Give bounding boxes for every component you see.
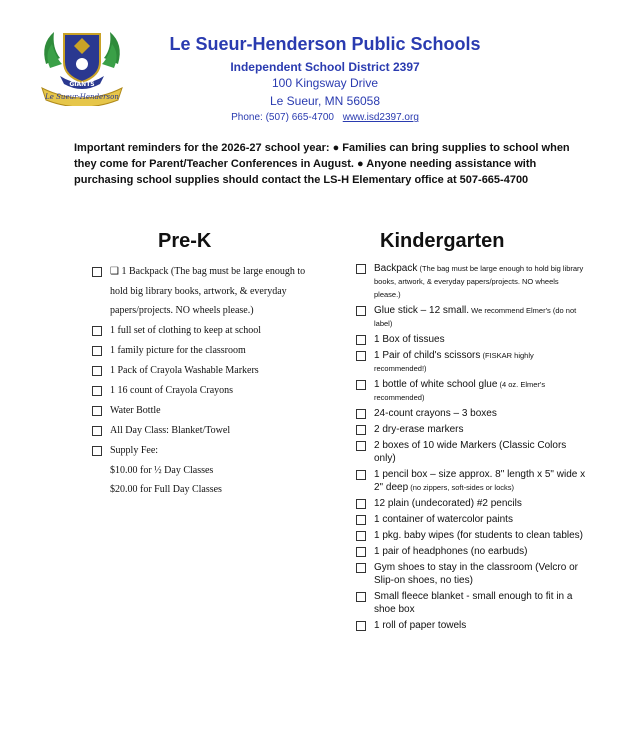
list-item [356, 497, 586, 510]
checkbox[interactable] [356, 409, 366, 419]
checkbox[interactable] [356, 621, 366, 631]
fee-half-day: $10.00 for ½ Day Classes [110, 464, 214, 476]
address-line1: 100 Kingsway Drive [271, 76, 379, 90]
checkbox[interactable] [92, 446, 102, 456]
list-item [356, 439, 586, 465]
website-link[interactable]: www.isd2397.org [342, 112, 419, 123]
item-note: We recommend Elmer's (do not label) [374, 306, 577, 328]
item-text: 1 full set of clothing to keep at school [110, 325, 262, 336]
address-line2: Le Sueur, MN 56058 [269, 94, 381, 108]
item-text: 24-count crayons – 3 boxes [374, 408, 497, 419]
item-text: 1 pkg. baby wipes (for students to clean tables) [374, 530, 584, 541]
item-text: Water Bottle [110, 405, 161, 416]
fee-full-day: $20.00 for Full Day Classes [110, 484, 222, 495]
list-item [92, 441, 314, 500]
item-text: All Day Class: Blanket/Towel [110, 425, 231, 436]
checkbox[interactable] [356, 547, 366, 557]
contact-line [110, 112, 540, 123]
item-text: 1 Pair of child's scissors [374, 350, 481, 361]
list-item [356, 545, 586, 558]
list-item [356, 619, 586, 632]
list-item [92, 341, 314, 361]
item-note: (The bag must be large enough to hold big library books, artwork, & everyday papers/projects. NO wheels please.) [374, 264, 584, 299]
checkbox[interactable] [92, 426, 102, 436]
item-note: (FISKAR highly recommended!) [374, 351, 534, 373]
reminder-notice: Important reminders for the 2026-27 school year: ● Families can bring supplies to school when they come for Parent/Teacher Conferences in August. ● Anyone needing assistance with purchasing school supplies should contact the LS-H Elementary office at 507-665-4700 [74, 142, 570, 186]
kindergarten-supply-list [356, 262, 586, 635]
list-item [92, 321, 314, 341]
checkbox[interactable] [356, 351, 366, 361]
list-item [356, 561, 586, 587]
list-item [356, 468, 586, 494]
checkbox[interactable] [356, 470, 366, 480]
item-text: Gym shoes to stay in the classroom (Velcro or Slip-on shoes, no ties) [374, 562, 578, 586]
item-text: 1 container of watercolor paints [374, 514, 513, 525]
school-name: Le Sueur-Henderson Public Schools [169, 34, 481, 54]
list-item [356, 304, 586, 330]
item-text: 1 pair of headphones (no earbuds) [374, 546, 528, 557]
list-item [356, 333, 586, 346]
item-text: ❑ 1 Backpack (The bag must be large enough to hold big library books, artwork, & everyday papers/projects. NO wheels please.) [110, 266, 306, 316]
item-text: 1 family picture for the classroom [110, 345, 246, 356]
kindergarten-title: Kindergarten [380, 230, 505, 252]
checkbox[interactable] [356, 306, 366, 316]
checkbox[interactable] [92, 366, 102, 376]
item-text: 1 pencil box – size approx. 8" length x 5" wide x 2" deep [374, 469, 586, 493]
item-text: Supply Fee: [110, 445, 159, 456]
item-note: (no zippers, soft-sides or locks) [408, 483, 515, 492]
list-item [92, 361, 314, 381]
item-text: 1 roll of paper towels [374, 620, 467, 631]
item-note: (4 oz. Elmer's recommended) [374, 380, 546, 402]
item-text: Small fleece blanket - small enough to fit in a shoe box [374, 591, 573, 615]
item-text: 1 Box of tissues [374, 334, 445, 345]
checkbox[interactable] [356, 425, 366, 435]
list-item [356, 349, 586, 375]
svg-text:GIANTS: GIANTS [69, 81, 95, 88]
list-item [356, 378, 586, 404]
list-item [92, 421, 314, 441]
checkbox[interactable] [356, 531, 366, 541]
list-item [92, 262, 314, 321]
list-item [356, 262, 586, 301]
item-text: 12 plain (undecorated) #2 pencils [374, 498, 522, 509]
checkbox[interactable] [92, 267, 102, 277]
item-text: 1 Pack of Crayola Washable Markers [110, 365, 259, 376]
checkbox[interactable] [92, 346, 102, 356]
list-item [356, 513, 586, 526]
checkbox[interactable] [92, 326, 102, 336]
item-text: 2 boxes of 10 wide Markers (Classic Colors only) [374, 440, 567, 464]
checkbox[interactable] [356, 380, 366, 390]
svg-text:Le Sueur-Henderson: Le Sueur-Henderson [45, 93, 119, 101]
district-name: Independent School District 2397 [230, 60, 420, 74]
list-item [92, 401, 314, 421]
list-item [356, 590, 586, 616]
list-item [356, 529, 586, 542]
prek-title: Pre-K [158, 230, 212, 252]
checkbox[interactable] [356, 563, 366, 573]
checkbox[interactable] [356, 515, 366, 525]
item-text: 2 dry-erase markers [374, 424, 464, 435]
item-text: Backpack [374, 263, 418, 274]
list-item [92, 381, 314, 401]
checkbox[interactable] [356, 264, 366, 274]
checkbox[interactable] [356, 335, 366, 345]
prek-supply-list [92, 262, 314, 500]
item-text: 1 bottle of white school glue [374, 379, 498, 390]
phone-number: Phone: (507) 665-4700 [231, 112, 334, 123]
checkbox[interactable] [356, 441, 366, 451]
checkbox[interactable] [356, 499, 366, 509]
checkbox[interactable] [92, 386, 102, 396]
list-item [356, 407, 586, 420]
item-text: Glue stick – 12 small. [374, 305, 470, 316]
checkbox[interactable] [356, 592, 366, 602]
item-text: 1 16 count of Crayola Crayons [110, 385, 234, 396]
checkbox[interactable] [92, 406, 102, 416]
list-item [356, 423, 586, 436]
